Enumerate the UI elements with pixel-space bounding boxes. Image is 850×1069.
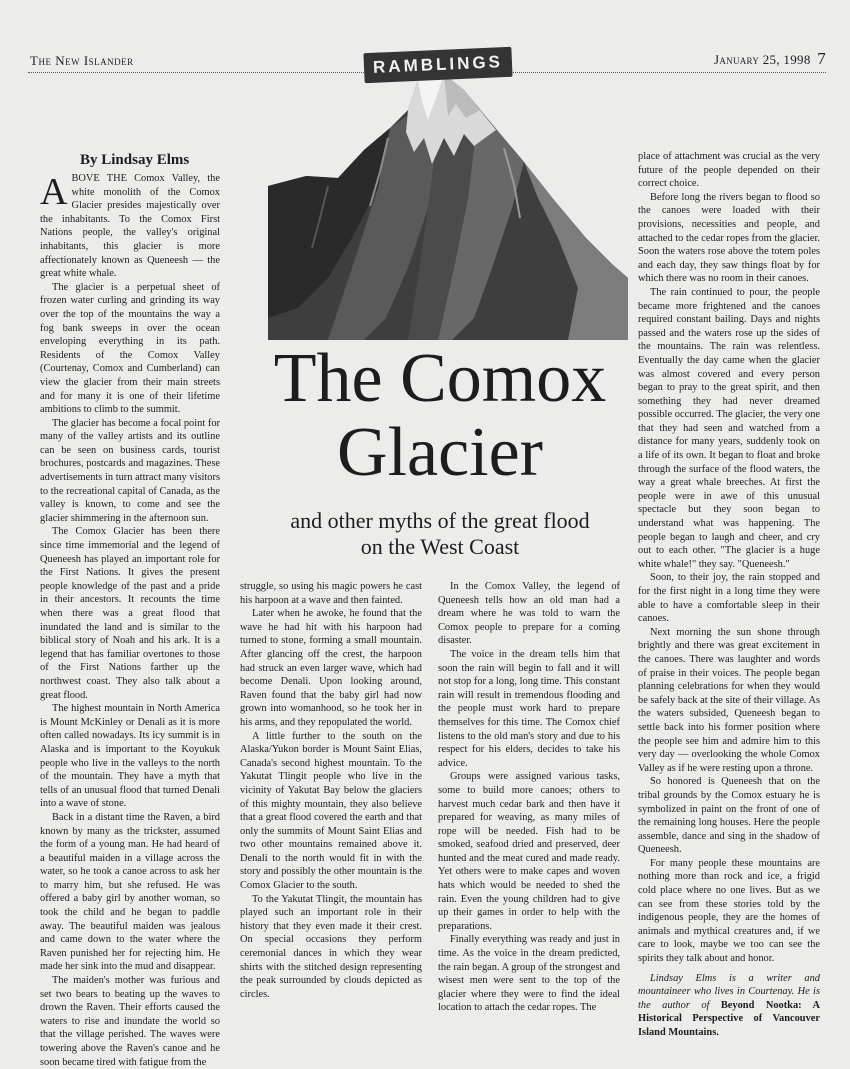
paragraph: Finally everything was ready and just in time. As the voice in the dream predicted, the rain began. A group of the strongest and wisest men were sent to the top of the glacier where they were to find the ideal location to attach the cedar ropes. The: [438, 934, 620, 1014]
paragraph: The glacier has become a focal point for many of the valley artists and its outline can be seen on business cards, tourist brochures, postcards and magazines. These advertisements in turn attract many visitors to the recreational capital of Canada, as the valley is known, to come and see the glacier shimmering in the afternoon sun.: [40, 417, 220, 524]
mountain-illustration: [268, 68, 628, 340]
drop-cap: A: [40, 171, 68, 213]
headline-line-1: The Comox: [273, 340, 607, 417]
paragraph: To the Yakutat Tlingit, the mountain has played such an important role in their history that they even made it their crest. On special occasions they perform ceremonial dances in which they wear shirts with the stitched design representing the peak surrounded by clouds depicted as circles.: [240, 893, 422, 1000]
article-column-4: [638, 150, 820, 1038]
paragraph: Soon, to their joy, the rain stopped and for the first night in a long time they were able to have a comfortable sleep in their canoes.: [638, 572, 820, 625]
headline-line-2: Glacier: [337, 414, 543, 491]
paragraph: Before long the rivers began to flood so the canoes were loaded with their provisions, necessities and people, and attached to the cedar ropes from the glacier. Soon the waters rose above the totem poles and each day, they saw things float by for which there was no room in their canoes.: [638, 191, 820, 285]
paragraph: ABOVE THE Comox Valley, the white monolith of the Comox Glacier presides majestically over the inhabitants. To the Comox First Nations people, the valley's original inhabitants, this glacier is more affectionately known as Queneesh — the great white whale.: [40, 171, 220, 280]
page-number: 7: [817, 49, 826, 68]
paragraph: The glacier is a perpetual sheet of frozen water curling and grinding its way over the top of the mountains the way a fog bank sweeps in over the ocean enveloping everything in its path. Residents of the Comox Valley (Courtenay, Comox and Cumberland) can view the glacier from their main streets and for many it is one of their lifetime ambitions to climb to the summit.: [40, 281, 220, 416]
author-bio-text: Lindsay Elms is a writer and mountaineer who lives in Courtenay. He is the author of: [638, 972, 820, 1011]
paragraph: In the Comox Valley, the legend of Queneesh tells how an old man had a dream where he was told to warn the Comox people to prepare for a coming disaster.: [438, 581, 620, 647]
subheadline-line-1: and other myths of the great flood: [290, 508, 590, 533]
subheadline: [242, 508, 638, 560]
paragraph: The Comox Glacier has been there since time immemorial and the legend of Queneesh has played an important role for the First Nations. It gives the present people knowledge of the past and a pride in their ancestors. It recounts the time when there was a great flood that inundated the land and is similar to the biblical story of Noah and his ark. It is a legend that has familiar overtones to those of the First Nations farther up the northwest coast. They also talk about a great flood.: [40, 526, 220, 701]
issue-date: January 25, 1998: [714, 52, 811, 67]
paragraph: The highest mountain in North America is Mount McKinley or Denali as it is more often called nowadays. Its icy summit is in Alaska and is important to the Koyukuk people who live in the valleys to the north of the mountain. They have a myth that tells of an unusual flood that turned Denali into a wave of stone.: [40, 703, 220, 810]
paragraph: The voice in the dream tells him that soon the rain will begin to fall and it will not stop for a long, long time. This constant rain will result in tremendous flooding and the people must work hard to prepare themselves for this time. The Comox chief listens to the old man's story and due to his respect for his elders, decides to take his advice.: [438, 648, 620, 769]
article-column-1: [40, 171, 220, 1068]
paragraph: A little further to the south on the Alaska/Yukon border is Mount Saint Elias, Canada's second highest mountain. To the Yakutat Tlingit people who live in the vicinity of Yakutat Bay below the glaciers of this mighty mountain, they also believe that a great flood covered the earth and that only the summits of Mount Saint Elias and two other mountains remained above it. Denali to the north would fit in with the story and possibly the other mountain is the Comox Glacier to the south.: [240, 730, 422, 892]
paragraph: So honored is Queneesh that on the tribal grounds by the Comox estuary he is symbolized in paint on the front of one of the remaining long houses. Here the people assemble, dance and sing in the shadow of Queneesh.: [638, 776, 820, 856]
paragraph: Groups were assigned various tasks, some to build more canoes; others to harvest much cedar bark and then have it prepared for weaving, as many miles of rope will be needed. Fish had to be smoked, seafood dried and preserved, deer hunted and the meat cured and made ready. Yet others were to make capes and woven hats which would be needed to shed the rain. Even the young children had to give up their games in order to help with the preparations.: [438, 771, 620, 932]
article-column-2: [240, 580, 422, 1010]
paragraph: place of attachment was crucial as the very future of the people depended on their correct choice.: [638, 151, 820, 190]
paragraph: Back in a distant time the Raven, a bird known by many as the trickster, assumed the form of a young man. He had heard of a beautiful maiden in a village across the water, so he took a canoe across to ask her to marry him, but she refused. He was offered a baby girl by another woman, so took the child and he began to paddle away. The beautiful maiden was jealous and came down to the water where the Raven punished her for rejecting him. He made her sink into the mud and disappear.: [40, 811, 220, 973]
subheadline-line-2: on the West Coast: [360, 534, 520, 559]
paragraph: Later when he awoke, he found that the wave he had hit with his harpoon had turned to stone, forming a small mountain. After glancing off the crest, the harpoon had struck an even larger wave, which had become Denali. Upon looking around, Raven found that the baby girl had now grown into womanhood, so he took her in his arms, and they repopulated the world.: [240, 608, 422, 728]
author-bio: [638, 972, 820, 1040]
paragraph: struggle, so using his magic powers he cast his harpoon at a wave and then fainted.: [240, 581, 422, 606]
issue-date-and-page: [714, 49, 826, 69]
author-book-title: Beyond Nootka: A Historical Perspective of Vancouver Island Mountains.: [638, 999, 820, 1038]
paragraph: Next morning the sun shone through brightly and there was great excitement in the canoes. There was laughter and words of praise in their voices. The people began planning celebrations for when they would be safely back at the site of their village. As the waters subsided, Queneesh began to settle back into his former position where the people see him and admire him to this very day — overlooking the whole Comox Valley as if he were resting upon a throne.: [638, 626, 820, 774]
byline: By Lindsay Elms: [80, 152, 190, 168]
headline: [250, 342, 630, 490]
paragraph: The rain continued to pour, the people became more frightened and the canoes required constant bailing. Days and nights passed and the waters rose up the sides of the mountains. The rain was relentless. Eventually the day came when the glacier was almost covered and every person began to pray to the great spirit, and then something they had never dreamed possible occurred. The glacier, the very one that they had seen and watched from a distance for many years, suddenly took on a life of its own. It began to float and broke through the surface of the flood waters, the way a great whale breeches. At first the people were in awe of this unusual spectacle but they soon began to understand what was happening. The people began to laugh and cheer, and cry out to each other. "The glacier is a huge white whale!" they say. "Queneesh.": [638, 286, 820, 570]
paragraph: The maiden's mother was furious and set two bears to beating up the waves to drown the Raven. Their efforts caused the waters to rise and inundate the world so that the village perished. The waves were towering above the Raven's canoe and he soon became tired with fatigue from the: [40, 975, 220, 1068]
paragraph: For many people these mountains are nothing more than rock and ice, a frigid cold place where no one lives. But as we can see from these stories told by the indigenous people, they are the homes of animals and mythical creatures and, if we care to look, maybe we too can see the spirits they talk about and honor.: [638, 857, 820, 965]
section-banner: RAMBLINGS: [363, 47, 512, 83]
article-column-3: [438, 580, 620, 1014]
publication-name: The New Islander: [30, 53, 134, 68]
